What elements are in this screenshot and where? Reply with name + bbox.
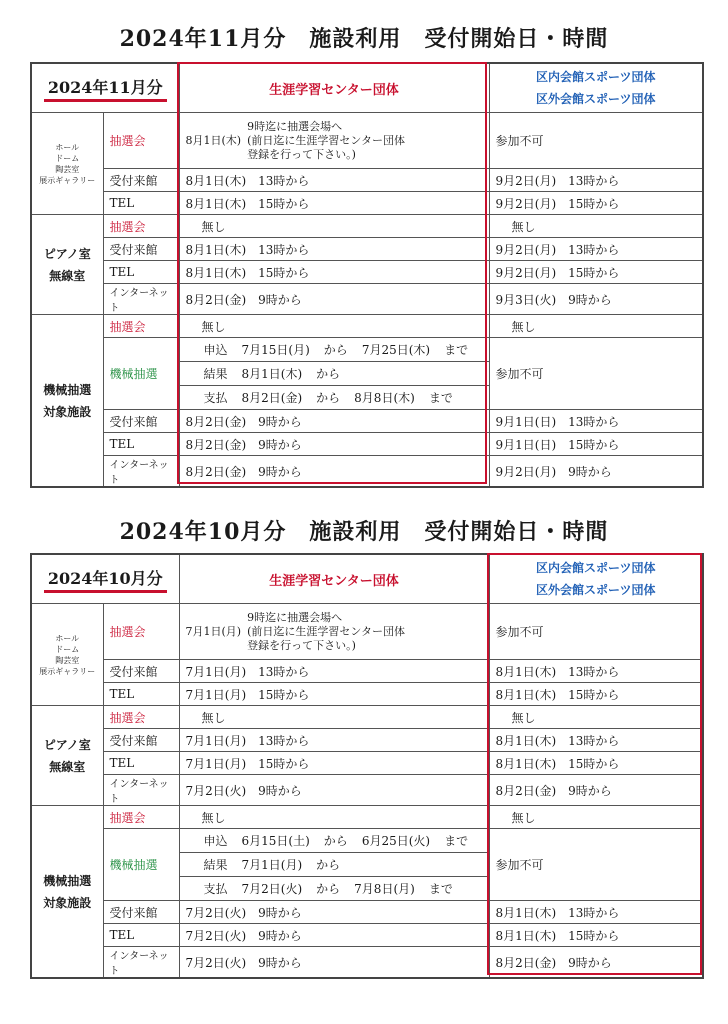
apply-label: 申込 [203,343,228,357]
result-date [179,853,489,877]
internet-right: 9月2日(月) 9時から [489,456,703,488]
lottery-center: 無し [179,215,489,238]
row-label-machine-lottery: 機械抽選 [103,829,179,901]
month-tag-cell [31,63,179,113]
apply-end: 6月25日(火) [361,834,431,848]
row-label-internet: インターネット [103,284,179,315]
table-header-row [31,63,703,113]
schedule-title-october: 2024年10月分 施設利用 受付開始日・時間 [119,519,609,545]
schedule-table-november [30,62,704,488]
schedule-title-november: 2024年11月分 施設利用 受付開始日・時間 [119,26,609,52]
table-row [31,604,703,660]
apply-label: 申込 [203,834,228,848]
row-label-machine-lottery: 機械抽選 [103,338,179,410]
group-line: 対象施設 [43,895,92,910]
apply-start: 6月15日(土) [241,834,310,848]
group-line: ピアノ室 [43,737,91,752]
header-sports-groups [489,554,703,604]
table-row [31,338,703,362]
table-row [31,169,703,192]
payment-start: 8月2日(金) [241,391,303,405]
group-line: 無線室 [49,759,86,774]
row-label-lottery: 抽選会 [103,806,179,829]
internet-right: 8月2日(金) 9時から [489,947,703,979]
header-lifelong-learning-groups: 生涯学習センター団体 [179,554,489,604]
month-tag-cell [31,554,179,604]
apply-period [179,829,489,853]
tel-center: 7月2日(火) 9時から [179,924,489,947]
lottery-right: 無し [489,315,703,338]
row-label-lottery: 抽選会 [103,706,179,729]
payment-start: 7月2日(火) [241,882,303,896]
row-label-lottery: 抽選会 [103,315,179,338]
payment-period [179,877,489,901]
lottery-note: 登録を行って下さい。) [247,638,356,652]
lottery-right: 参加不可 [489,604,703,660]
row-label-lottery: 抽選会 [103,113,179,169]
table-row [31,829,703,853]
row-label-internet: インターネット [103,775,179,806]
row-label-visit: 受付来館 [103,729,179,752]
group-line: ドーム [55,644,80,654]
facility-group-hall [31,604,103,706]
facility-group-piano [31,706,103,806]
apply-from: から [323,834,348,848]
internet-center: 7月2日(火) 9時から [179,775,489,806]
visit-center: 7月1日(月) 13時から [179,660,489,683]
lottery-center: 無し [179,315,489,338]
result-from: から [316,367,341,381]
row-label-visit: 受付来館 [103,238,179,261]
visit-center: 8月1日(木) 13時から [179,238,489,261]
apply-from: から [323,343,348,357]
table-row [31,315,703,338]
payment-label: 支払 [203,391,228,405]
lottery-center: 無し [179,706,489,729]
row-label-lottery: 抽選会 [103,215,179,238]
tel-right: 9月1日(日) 15時から [489,433,703,456]
payment-label: 支払 [203,882,228,896]
lottery-note: 9時迄に抽選会場へ [247,610,343,624]
group-line: ホール [55,633,80,643]
visit-center: 8月1日(木) 13時から [179,169,489,192]
tel-right: 9月2日(月) 15時から [489,192,703,215]
tel-center: 8月2日(金) 9時から [179,433,489,456]
lottery-date: 8月1日(木) [185,133,242,147]
apply-until: まで [444,834,469,848]
table-row [31,660,703,683]
table-row [31,238,703,261]
internet-center: 8月2日(金) 9時から [179,456,489,488]
payment-from: から [316,391,341,405]
table-row [31,456,703,488]
row-label-lottery: 抽選会 [103,604,179,660]
internet-right: 9月3日(火) 9時から [489,284,703,315]
group-line: ピアノ室 [43,246,91,261]
table-row [31,775,703,806]
tel-right: 8月1日(木) 15時から [489,752,703,775]
internet-center: 7月2日(火) 9時から [179,947,489,979]
lottery-right: 参加不可 [489,113,703,169]
lottery-cell [179,113,489,169]
visit-right: 9月1日(日) 13時から [489,410,703,433]
result-from: から [316,858,341,872]
facility-group-piano [31,215,103,315]
facility-group-hall [31,113,103,215]
payment-until: まで [428,391,453,405]
lottery-note: (前日迄に生涯学習センター団体 [247,133,405,147]
row-label-internet: インターネット [103,456,179,488]
visit-center: 8月2日(金) 9時から [179,410,489,433]
lottery-cell [179,604,489,660]
visit-right: 8月1日(木) 13時から [489,901,703,924]
row-label-tel: TEL [103,192,179,215]
tel-center: 7月1日(月) 15時から [179,683,489,706]
tel-center: 8月1日(木) 15時から [179,192,489,215]
tel-right: 9月2日(月) 15時から [489,261,703,284]
header-sports-groups [489,63,703,113]
row-label-visit: 受付来館 [103,169,179,192]
visit-right: 9月2日(月) 13時から [489,238,703,261]
lottery-center: 無し [179,806,489,829]
tel-right: 8月1日(木) 15時から [489,924,703,947]
group-line: 陶芸室 [55,655,80,665]
payment-from: から [316,882,341,896]
row-label-tel: TEL [103,433,179,456]
row-label-tel: TEL [103,683,179,706]
visit-right: 9月2日(月) 13時から [489,169,703,192]
table-row [31,752,703,775]
table-row [31,683,703,706]
lottery-note: (前日迄に生涯学習センター団体 [247,624,405,638]
schedule-table-october [30,553,704,979]
lottery-right: 無し [489,806,703,829]
table-row [31,729,703,752]
header-ward-external: 区外会館スポーツ団体 [535,583,656,597]
table-row [31,113,703,169]
header-ward-internal: 区内会館スポーツ団体 [535,70,656,84]
table-row [31,410,703,433]
header-ward-internal: 区内会館スポーツ団体 [535,561,656,575]
apply-until: まで [444,343,469,357]
result-label: 結果 [203,858,228,872]
header-lifelong-learning-groups: 生涯学習センター団体 [179,63,489,113]
lottery-date: 7月1日(月) [185,624,242,638]
group-line: 展示ギャラリー [39,666,96,676]
visit-right: 8月1日(木) 13時から [489,729,703,752]
group-line: 無線室 [49,268,86,283]
internet-center: 8月2日(金) 9時から [179,284,489,315]
table-row [31,261,703,284]
visit-center: 7月2日(火) 9時から [179,901,489,924]
visit-right: 8月1日(木) 13時から [489,660,703,683]
apply-start: 7月15日(月) [241,343,310,357]
visit-center: 7月1日(月) 13時から [179,729,489,752]
group-line: 機械抽選 [43,382,92,397]
payment-period [179,386,489,410]
tel-center: 7月1日(月) 15時から [179,752,489,775]
row-label-tel: TEL [103,261,179,284]
row-label-visit: 受付来館 [103,901,179,924]
row-label-visit: 受付来館 [103,660,179,683]
payment-end: 8月8日(木) [354,391,415,405]
group-line: 機械抽選 [43,873,92,888]
lottery-note: 9時迄に抽選会場へ [247,119,343,133]
row-label-tel: TEL [103,752,179,775]
facility-group-machine [31,806,103,979]
group-line: ホール [55,142,80,152]
table-row [31,901,703,924]
lottery-right: 無し [489,706,703,729]
row-label-visit: 受付来館 [103,410,179,433]
month-tag: 2024年11月分 [44,75,167,102]
tel-center: 8月1日(木) 15時から [179,261,489,284]
row-label-tel: TEL [103,924,179,947]
row-label-internet: インターネット [103,947,179,979]
table-row [31,284,703,315]
table-row [31,924,703,947]
table-row [31,215,703,238]
payment-end: 7月8日(月) [354,882,415,896]
group-line: 対象施設 [43,404,92,419]
payment-until: まで [428,882,453,896]
internet-right: 8月2日(金) 9時から [489,775,703,806]
apply-period [179,338,489,362]
apply-end: 7月25日(木) [361,343,431,357]
month-tag: 2024年10月分 [44,566,167,593]
group-line: ドーム [55,153,80,163]
result-date [179,362,489,386]
header-ward-external: 区外会館スポーツ団体 [535,92,656,106]
lottery-right: 無し [489,215,703,238]
result-start: 8月1日(木) [241,367,303,381]
result-label: 結果 [203,367,228,381]
group-line: 展示ギャラリー [39,175,96,185]
table-row [31,806,703,829]
facility-group-machine [31,315,103,488]
result-start: 7月1日(月) [241,858,303,872]
machine-lottery-right: 参加不可 [489,829,703,901]
group-line: 陶芸室 [55,164,80,174]
table-header-row [31,554,703,604]
table-row [31,433,703,456]
machine-lottery-right: 参加不可 [489,338,703,410]
table-row [31,947,703,979]
table-row [31,192,703,215]
tel-right: 8月1日(木) 15時から [489,683,703,706]
table-row [31,706,703,729]
lottery-note: 登録を行って下さい。) [247,147,356,161]
